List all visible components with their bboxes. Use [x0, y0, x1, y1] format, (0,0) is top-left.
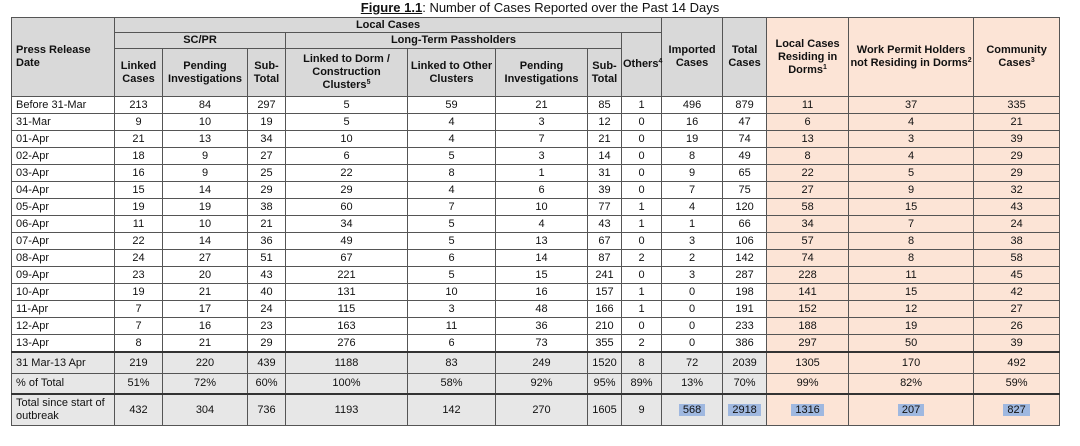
row-date: 10-Apr: [12, 284, 115, 301]
table-cell: 29: [974, 165, 1060, 182]
cases-table-container: [11, 17, 1059, 426]
row-date: 04-Apr: [12, 182, 115, 199]
table-cell: 58: [767, 199, 849, 216]
table-cell: 5: [408, 148, 496, 165]
table-cell: 17: [163, 301, 248, 318]
table-cell: 198: [723, 284, 767, 301]
table-cell: 4: [849, 148, 974, 165]
table-cell: 233: [723, 318, 767, 335]
table-cell: 15: [849, 199, 974, 216]
header-wp-holders: Work Permit Holders not Residing in Dorms$^2$: [849, 18, 974, 97]
table-cell: 60: [286, 199, 408, 216]
header-others: Others$^4$: [622, 33, 662, 97]
table-cell: 1: [622, 216, 662, 233]
row-date: 01-Apr: [12, 131, 115, 148]
table-cell: 19: [115, 199, 163, 216]
table-row: [12, 131, 1060, 148]
header-imported-cases: Imported Cases: [662, 18, 723, 97]
table-cell: 21: [496, 97, 588, 114]
table-cell: 43: [248, 267, 286, 284]
table-body: [12, 97, 1060, 426]
table-cell: 19: [163, 199, 248, 216]
table-cell: 3: [849, 131, 974, 148]
table-cell: 29: [286, 182, 408, 199]
table-cell: 276: [286, 335, 408, 353]
table-cell: 4: [408, 114, 496, 131]
table-row: [12, 250, 1060, 267]
table-cell: 8: [408, 165, 496, 182]
table-cell: 270: [496, 394, 588, 426]
table-cell: 106: [723, 233, 767, 250]
table-cell: 36: [496, 318, 588, 335]
figure-caption: : Number of Cases Reported over the Past 14 Days: [422, 0, 720, 15]
table-cell: 92%: [496, 374, 588, 395]
table-cell: 10: [408, 284, 496, 301]
table-cell: 21: [974, 114, 1060, 131]
table-row: [12, 148, 1060, 165]
table-cell: 496: [662, 97, 723, 114]
table-cell: 16: [115, 165, 163, 182]
header-community-cases: Community Cases$^3$: [974, 18, 1060, 97]
table-cell: 191: [723, 301, 767, 318]
table-cell: 0: [622, 267, 662, 284]
table-cell: 29: [248, 182, 286, 199]
table-cell: 287: [723, 267, 767, 284]
table-row: [12, 216, 1060, 233]
table-cell: 0: [662, 301, 723, 318]
header-linked-other-clusters: Linked to Other Clusters: [408, 49, 496, 97]
table-cell: 2: [622, 250, 662, 267]
table-cell: 7: [115, 318, 163, 335]
table-cell: 9: [849, 182, 974, 199]
table-cell: 49: [286, 233, 408, 250]
table-cell: 2: [622, 335, 662, 353]
table-cell: 0: [662, 284, 723, 301]
header-ltp: Long-Term Passholders: [286, 33, 622, 49]
table-cell: 12: [849, 301, 974, 318]
table-row: [12, 199, 1060, 216]
table-cell: 228: [767, 267, 849, 284]
table-cell: 39: [974, 335, 1060, 353]
table-cell: 34: [248, 131, 286, 148]
table-cell: 70%: [723, 374, 767, 395]
table-cell: 84: [163, 97, 248, 114]
table-cell: 120: [723, 199, 767, 216]
table-cell: 38: [974, 233, 1060, 250]
table-cell: 29: [248, 335, 286, 353]
highlighted-value: 207: [898, 404, 924, 416]
table-cell: 74: [723, 131, 767, 148]
table-cell: 45: [974, 267, 1060, 284]
table-cell: 9: [163, 165, 248, 182]
table-cell: 26: [974, 318, 1060, 335]
header-sub-total-ltp: Sub-Total: [588, 49, 622, 97]
table-cell: 0: [622, 318, 662, 335]
table-cell: 1: [496, 165, 588, 182]
header-local-dorms: Local Cases Residing in Dorms$^1$: [767, 18, 849, 97]
table-cell: 48: [496, 301, 588, 318]
row-date: 31-Mar: [12, 114, 115, 131]
table-cell: 9: [115, 114, 163, 131]
header-total-cases: Total Cases: [723, 18, 767, 97]
table-row: [12, 318, 1060, 335]
highlighted-value: 568: [679, 404, 705, 416]
table-cell: 74: [767, 250, 849, 267]
table-cell: 6: [286, 148, 408, 165]
table-cell: 14: [496, 250, 588, 267]
table-cell: 27: [248, 148, 286, 165]
table-cell: 95%: [588, 374, 622, 395]
table-cell: 879: [723, 97, 767, 114]
table-cell: 39: [974, 131, 1060, 148]
table-cell: 13: [496, 233, 588, 250]
table-cell: 16: [163, 318, 248, 335]
table-cell: 85: [588, 97, 622, 114]
table-cell: 5: [408, 233, 496, 250]
row-date: Before 31-Mar: [12, 97, 115, 114]
table-cell: 13%: [662, 374, 723, 395]
table-cell: 142: [723, 250, 767, 267]
table-cell: 59%: [974, 374, 1060, 395]
table-row: [12, 114, 1060, 131]
header-linked-dorm: Linked to Dorm / Construction Clusters$^5$: [286, 49, 408, 97]
table-cell: 7: [849, 216, 974, 233]
table-cell: 0: [662, 318, 723, 335]
table-cell: 355: [588, 335, 622, 353]
table-row: [12, 335, 1060, 353]
table-cell: 439: [248, 352, 286, 374]
table-cell: 21: [248, 216, 286, 233]
table-cell: 213: [115, 97, 163, 114]
header-press-release-date: Press Release Date: [12, 18, 115, 97]
table-cell: 72%: [163, 374, 248, 395]
table-cell: 4: [408, 131, 496, 148]
table-cell: 27: [974, 301, 1060, 318]
table-cell: 11: [849, 267, 974, 284]
table-cell: 2: [662, 250, 723, 267]
table-cell: 2039: [723, 352, 767, 374]
table-cell: 220: [163, 352, 248, 374]
table-cell: 40: [248, 284, 286, 301]
table-cell: 152: [767, 301, 849, 318]
table-cell: 492: [974, 352, 1060, 374]
table-cell: 0: [622, 131, 662, 148]
table-cell: 10: [496, 199, 588, 216]
table-cell: 37: [849, 97, 974, 114]
table-cell: 75: [723, 182, 767, 199]
table-cell: 23: [248, 318, 286, 335]
table-cell: 39: [588, 182, 622, 199]
table-cell: 9: [662, 165, 723, 182]
table-cell: 386: [723, 335, 767, 353]
table-row: [12, 352, 1060, 374]
row-date: 09-Apr: [12, 267, 115, 284]
table-cell: 5: [408, 216, 496, 233]
table-cell: 249: [496, 352, 588, 374]
table-cell: 50: [849, 335, 974, 353]
table-cell: 335: [974, 97, 1060, 114]
table-cell: 16: [662, 114, 723, 131]
table-cell: 51: [248, 250, 286, 267]
table-cell: 19: [662, 131, 723, 148]
table-cell: 49: [723, 148, 767, 165]
table-cell: 210: [588, 318, 622, 335]
table-cell: 3: [662, 233, 723, 250]
table-cell: 58: [974, 250, 1060, 267]
table-cell: 4: [662, 199, 723, 216]
table-cell: 4: [849, 114, 974, 131]
table-cell: 60%: [248, 374, 286, 395]
table-cell: 18: [115, 148, 163, 165]
table-cell: 1: [622, 284, 662, 301]
table-cell: 297: [767, 335, 849, 353]
table-cell: 20: [163, 267, 248, 284]
table-cell: [723, 394, 767, 426]
table-cell: 1: [622, 199, 662, 216]
header-linked-cases: Linked Cases: [115, 49, 163, 97]
table-cell: 5: [286, 114, 408, 131]
table-cell: 21: [163, 284, 248, 301]
table-cell: 73: [496, 335, 588, 353]
table-cell: 0: [622, 165, 662, 182]
row-date: % of Total: [12, 374, 115, 395]
table-cell: 1: [622, 301, 662, 318]
table-cell: 10: [163, 216, 248, 233]
header-sc-pr: SC/PR: [115, 33, 286, 49]
table-cell: 241: [588, 267, 622, 284]
table-cell: 1605: [588, 394, 622, 426]
table-cell: 1305: [767, 352, 849, 374]
highlighted-value: 827: [1003, 404, 1029, 416]
table-cell: 8: [767, 148, 849, 165]
table-row: [12, 165, 1060, 182]
table-cell: 736: [248, 394, 286, 426]
table-cell: 47: [723, 114, 767, 131]
table-cell: 5: [286, 97, 408, 114]
table-cell: 31: [588, 165, 622, 182]
table-cell: 157: [588, 284, 622, 301]
table-cell: 1188: [286, 352, 408, 374]
table-cell: 15: [115, 182, 163, 199]
table-cell: 166: [588, 301, 622, 318]
header-pending-investigations-ltp: Pending Investigations: [496, 49, 588, 97]
table-cell: 24: [248, 301, 286, 318]
table-cell: 87: [588, 250, 622, 267]
table-cell: 8: [849, 250, 974, 267]
row-date: 12-Apr: [12, 318, 115, 335]
table-cell: 7: [496, 131, 588, 148]
table-cell: 66: [723, 216, 767, 233]
row-date: 02-Apr: [12, 148, 115, 165]
table-cell: 34: [767, 216, 849, 233]
row-date: Total since start of outbreak: [12, 394, 115, 426]
row-date: 03-Apr: [12, 165, 115, 182]
table-row: [12, 284, 1060, 301]
table-cell: [662, 394, 723, 426]
table-cell: 43: [588, 216, 622, 233]
table-cell: 15: [849, 284, 974, 301]
table-cell: 9: [163, 148, 248, 165]
table-cell: 219: [115, 352, 163, 374]
table-cell: 100%: [286, 374, 408, 395]
table-cell: 19: [115, 284, 163, 301]
table-cell: 14: [163, 233, 248, 250]
table-cell: 21: [588, 131, 622, 148]
table-cell: 6: [408, 250, 496, 267]
table-cell: 65: [723, 165, 767, 182]
header-pending-investigations: Pending Investigations: [163, 49, 248, 97]
table-cell: 21: [163, 335, 248, 353]
table-cell: 0: [622, 148, 662, 165]
table-cell: 82%: [849, 374, 974, 395]
header-local-cases: Local Cases: [115, 18, 662, 33]
table-cell: 14: [588, 148, 622, 165]
table-cell: 7: [408, 199, 496, 216]
table-cell: [767, 394, 849, 426]
table-cell: 12: [588, 114, 622, 131]
table-cell: 22: [767, 165, 849, 182]
table-cell: 24: [115, 250, 163, 267]
table-cell: 27: [163, 250, 248, 267]
table-cell: [849, 394, 974, 426]
row-date: 31 Mar-13 Apr: [12, 352, 115, 374]
table-cell: 5: [849, 165, 974, 182]
table-cell: 5: [408, 267, 496, 284]
table-cell: 7: [115, 301, 163, 318]
table-cell: 3: [408, 301, 496, 318]
table-cell: 221: [286, 267, 408, 284]
table-cell: 3: [662, 267, 723, 284]
table-cell: 36: [248, 233, 286, 250]
table-cell: 22: [115, 233, 163, 250]
table-cell: 0: [662, 335, 723, 353]
table-cell: 115: [286, 301, 408, 318]
table-cell: 25: [248, 165, 286, 182]
table-cell: 23: [115, 267, 163, 284]
table-cell: 10: [286, 131, 408, 148]
table-cell: 32: [974, 182, 1060, 199]
table-cell: 4: [408, 182, 496, 199]
table-cell: 14: [163, 182, 248, 199]
table-cell: 0: [622, 114, 662, 131]
table-cell: 29: [974, 148, 1060, 165]
header-sub-total: Sub-Total: [248, 49, 286, 97]
table-cell: 432: [115, 394, 163, 426]
highlighted-value: 1316: [791, 404, 823, 416]
table-cell: 99%: [767, 374, 849, 395]
table-cell: 11: [115, 216, 163, 233]
table-cell: 51%: [115, 374, 163, 395]
row-date: 07-Apr: [12, 233, 115, 250]
table-cell: 67: [588, 233, 622, 250]
table-row: [12, 97, 1060, 114]
table-cell: 34: [286, 216, 408, 233]
table-cell: 11: [408, 318, 496, 335]
table-cell: 83: [408, 352, 496, 374]
table-cell: 57: [767, 233, 849, 250]
table-row: [12, 301, 1060, 318]
table-row: [12, 233, 1060, 250]
table-cell: 58%: [408, 374, 496, 395]
table-cell: 67: [286, 250, 408, 267]
table-cell: 19: [248, 114, 286, 131]
table-cell: [974, 394, 1060, 426]
table-cell: 10: [163, 114, 248, 131]
table-cell: 6: [408, 335, 496, 353]
table-cell: 38: [248, 199, 286, 216]
table-cell: 27: [767, 182, 849, 199]
table-cell: 3: [496, 114, 588, 131]
row-date: 13-Apr: [12, 335, 115, 353]
table-cell: 141: [767, 284, 849, 301]
table-cell: 8: [662, 148, 723, 165]
table-cell: 42: [974, 284, 1060, 301]
table-cell: 22: [286, 165, 408, 182]
table-cell: 1: [622, 97, 662, 114]
table-cell: 0: [622, 233, 662, 250]
row-date: 08-Apr: [12, 250, 115, 267]
table-cell: 7: [662, 182, 723, 199]
table-cell: 163: [286, 318, 408, 335]
table-cell: 19: [849, 318, 974, 335]
table-cell: 72: [662, 352, 723, 374]
table-cell: 1193: [286, 394, 408, 426]
table-cell: 131: [286, 284, 408, 301]
table-cell: 1: [662, 216, 723, 233]
table-cell: 8: [115, 335, 163, 353]
table-row: [12, 374, 1060, 395]
figure-title: [0, 0, 1080, 16]
table-cell: 297: [248, 97, 286, 114]
table-cell: 77: [588, 199, 622, 216]
table-cell: 3: [496, 148, 588, 165]
table-cell: 9: [622, 394, 662, 426]
table-cell: 16: [496, 284, 588, 301]
table-row: [12, 182, 1060, 199]
table-cell: 13: [767, 131, 849, 148]
cases-table: [11, 17, 1060, 426]
row-date: 05-Apr: [12, 199, 115, 216]
table-cell: 59: [408, 97, 496, 114]
table-cell: 170: [849, 352, 974, 374]
row-date: 11-Apr: [12, 301, 115, 318]
table-cell: 4: [496, 216, 588, 233]
table-cell: 13: [163, 131, 248, 148]
table-cell: 8: [849, 233, 974, 250]
table-cell: 43: [974, 199, 1060, 216]
table-cell: 0: [622, 182, 662, 199]
table-cell: 15: [496, 267, 588, 284]
table-cell: 21: [115, 131, 163, 148]
table-cell: 11: [767, 97, 849, 114]
table-cell: 6: [767, 114, 849, 131]
table-row: [12, 394, 1060, 426]
table-cell: 8: [622, 352, 662, 374]
figure-label: Figure 1.1: [360, 0, 423, 15]
table-cell: 6: [496, 182, 588, 199]
table-row: [12, 267, 1060, 284]
table-cell: 24: [974, 216, 1060, 233]
highlighted-value: 2918: [728, 404, 760, 416]
row-date: 06-Apr: [12, 216, 115, 233]
table-cell: 142: [408, 394, 496, 426]
table-cell: 89%: [622, 374, 662, 395]
table-cell: 304: [163, 394, 248, 426]
table-cell: 188: [767, 318, 849, 335]
table-cell: 1520: [588, 352, 622, 374]
